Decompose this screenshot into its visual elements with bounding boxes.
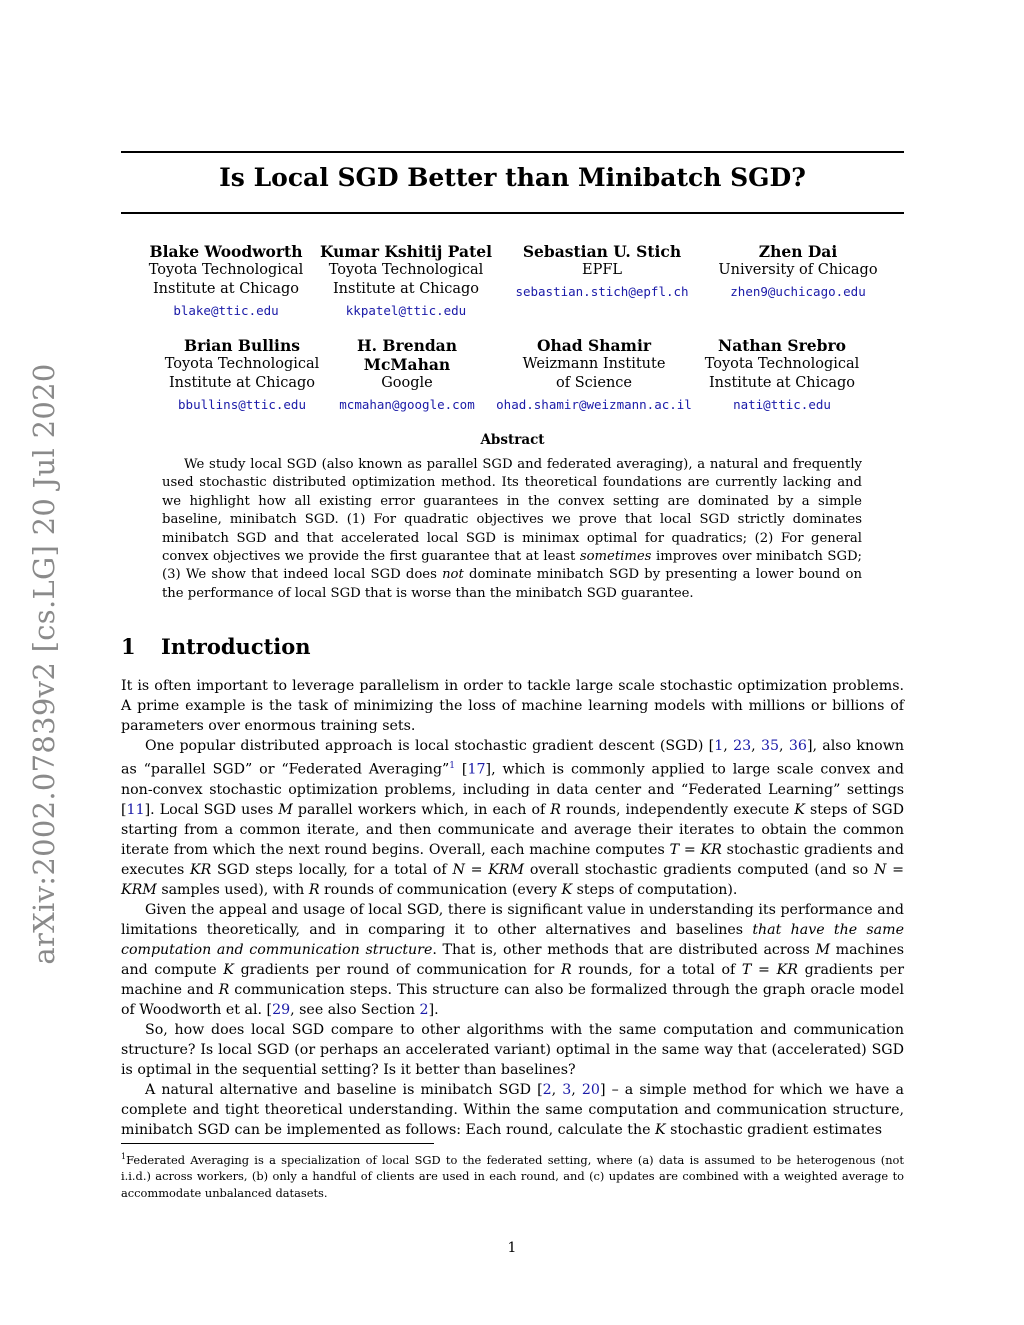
citation-link[interactable]: 23 [733, 738, 752, 754]
author-affiliation: Toyota Technological [148, 262, 304, 278]
author-affiliation: Weizmann Institute [522, 356, 666, 372]
emphasis: sometimes [579, 549, 652, 565]
text-run: stochastic gradients and executes [121, 841, 904, 878]
title-rule-top [121, 151, 904, 153]
author-name: Sebastian U. Stich [522, 242, 682, 261]
emphasis: not [442, 567, 464, 583]
text-run: SGD steps locally, for a total of [211, 861, 453, 878]
math-symbol: R [560, 961, 572, 978]
paragraph: It is often important to leverage parallelism in order to tackle large scale stochastic optimization problems. A prime example is the task of minimizing the loss of machine learning models with millions or billions of parameters over enormous training sets. [121, 678, 904, 734]
author-name: McMahan [363, 355, 451, 374]
paragraph: One popular distributed approach is local stochastic gradient descent (SGD) [1, 23, 35, 36], also known as “parallel SGD” or “Federated Averaging”$^1$ [17], which is commonly applied to large scale convex and non-convex stochastic optimization problems, including in data center and “Federated Learning” settings [11]. Local SGD uses M parallel workers which, in each of R rounds, independently execute K steps of SGD starting from a common iterate, and then communicate and average their iterates to obtain the common iterate from which the next round begins. Overall, each machine computes T = KR stochastic gradients and executes KR SGD steps locally, for a total of N = KRM overall stochastic gradients computed (and so N = KRM samples used), with R rounds of communication (every K steps of computation). [121, 738, 905, 898]
text-run: improves over minibatch SGD; (3) We show that indeed local SGD does [162, 549, 862, 583]
citation-link[interactable]: 1 [714, 738, 724, 754]
author-name: Nathan Srebro [718, 336, 846, 355]
text-run: overall stochastic gradients computed (and so [524, 861, 874, 878]
author-email-link[interactable]: mcmahan@google.com [339, 397, 475, 412]
text-run: A natural alternative and baseline is minibatch SGD [ [145, 1081, 543, 1098]
math-symbol: R [308, 881, 320, 898]
text-run: parallel workers which, in each of [292, 801, 551, 818]
introduction-body [121, 676, 904, 1140]
author-block [302, 336, 512, 414]
author-block [693, 242, 903, 301]
text-run: gradients per round of communication for [233, 961, 561, 978]
citation-link[interactable]: 20 [581, 1081, 600, 1098]
author-affiliation: Toyota Technological [704, 356, 860, 372]
author-affiliation: University of Chicago [718, 262, 878, 278]
author-affiliation: Toyota Technological [164, 356, 320, 372]
author-email-link[interactable]: blake@ttic.edu [173, 303, 279, 318]
text-run: machines and compute [121, 941, 904, 978]
section-heading [121, 634, 311, 659]
math-symbol: R [218, 981, 230, 998]
section-number: 1 [121, 634, 136, 659]
author-block [121, 242, 331, 320]
author-email-link[interactable]: nati@ttic.edu [733, 397, 831, 412]
math-expression: KR [190, 861, 212, 878]
author-email-link[interactable]: bbullins@ttic.edu [178, 397, 306, 412]
author-name: Ohad Shamir [536, 336, 651, 355]
author-affiliation: Institute at Chicago [708, 375, 856, 391]
author-email-link[interactable]: kkpatel@ttic.edu [345, 303, 467, 318]
citation-link[interactable]: 36 [788, 738, 807, 754]
author-block [489, 336, 699, 414]
arxiv-identifier-stamp: arXiv:2002.07839v2 [cs.LG] 20 Jul 2020 [27, 363, 61, 965]
text-run: ], which is commonly applied to large scale convex and non-convex stochastic optimization problems, including in data center and “Federated Learning” settings [ [121, 761, 904, 818]
math-expression: T = KR [741, 961, 798, 978]
footnote-number: 1 [121, 1152, 127, 1161]
author-block [677, 336, 887, 414]
citation-link[interactable]: 2 [542, 1081, 552, 1098]
title-rule-bottom [121, 212, 904, 214]
author-affiliation: Institute at Chicago [168, 375, 316, 391]
text-run: communication steps. This structure can also be formalized through the graph oracle model of Woodworth et al. [ [121, 981, 904, 1018]
text-run: . That is, other methods that are distributed across [432, 941, 816, 958]
section-reference-link[interactable]: 2 [419, 1001, 429, 1018]
author-name: Blake Woodworth [149, 242, 303, 261]
text-run: rounds, for a total of [571, 961, 742, 978]
math-symbol: K [223, 961, 234, 978]
citation-link[interactable]: 11 [126, 801, 145, 818]
author-affiliation: Google [381, 375, 433, 391]
paper-title: Is Local SGD Better than Minibatch SGD? [219, 163, 806, 192]
math-expression: T = KR [669, 841, 722, 858]
author-affiliation: of Science [555, 375, 633, 391]
text-run: , see also Section [290, 1001, 420, 1018]
author-email-link[interactable]: zhen9@uchicago.edu [730, 284, 866, 299]
text-run: ] – a simple method for which we have a complete and tight theoretical understanding. Within the same computation and communication structure, minibatch SGD can be implemented as follows: Each round, calculate the [121, 1081, 904, 1138]
text-run: samples used), with [156, 881, 309, 898]
author-affiliation: Institute at Chicago [332, 281, 480, 297]
text-run: rounds, independently execute [560, 801, 795, 818]
author-name: Zhen Dai [758, 242, 838, 261]
author-name: Kumar Kshitij Patel [319, 242, 492, 261]
text-run: ]. Local SGD uses [144, 801, 279, 818]
text-run: steps of SGD starting from a common iterate, and then communicate and average their iterates to obtain the common iterate from which the next round begins. Overall, each machine computes [121, 801, 905, 858]
math-symbol: K [794, 801, 805, 818]
footnote-text: Federated Averaging is a specialization of local SGD to the federated setting, where (a) data is assumed to be heterogenous (not i.i.d.) across workers, (b) only a handful of clients are used in each round, and (c) updates are combined with a weighted average to accommodate unbalanced datasets. [121, 1152, 904, 1200]
footnote-marker-link[interactable]: 1 [449, 761, 456, 771]
abstract-heading: Abstract [480, 432, 545, 448]
footnote-divider [121, 1143, 434, 1144]
author-name: H. Brendan [357, 336, 457, 355]
page-number: 1 [507, 1240, 517, 1256]
text-run: ], also known as “parallel SGD” or “Federated Averaging” [121, 738, 904, 778]
math-expression: N = KRM [121, 861, 905, 898]
citation-link[interactable]: 29 [272, 1001, 291, 1018]
math-symbol: K [655, 1121, 666, 1138]
author-block [497, 242, 707, 301]
math-symbol: M [815, 941, 830, 958]
author-affiliation: EPFL [581, 262, 623, 278]
text-run: steps of computation). [572, 881, 738, 898]
text-run: We study local SGD (also known as parallel SGD and federated averaging), a natural and frequently used stochastic distributed optimization method. Its theoretical foundations are currently lacking and we highlight how all existing error guarantees in the convex setting are dominated by a simple baseline, minibatch SGD. (1) For quadratic objectives we prove that local SGD strictly dominates minibatch SGD and that accelerated local SGD is minimax optimal for quadratics; (2) For general convex objectives we provide the first guarantee that at least [162, 457, 862, 565]
text-run: ]. [428, 1001, 439, 1018]
section-title: Introduction [161, 634, 311, 659]
author-email-link[interactable]: sebastian.stich@epfl.ch [515, 284, 689, 299]
text-run: stochastic gradient estimates [665, 1121, 883, 1138]
author-block [301, 242, 511, 320]
paragraph: A natural alternative and baseline is minibatch SGD [2, 3, 20] – a simple method for which we have a complete and tight theoretical understanding. Within the same computation and communication structure, minibatch SGD can be implemented as follows: Each round, calculate the K stochastic gradient estimates [121, 1081, 904, 1138]
author-name: Brian Bullins [184, 336, 300, 355]
citation-link[interactable]: 17 [467, 761, 486, 778]
emphasis: that have the same computation and communication structure [121, 921, 904, 958]
text-run: rounds of communication (every [319, 881, 562, 898]
math-symbol: K [561, 881, 573, 898]
footnote [121, 1149, 904, 1201]
text-run: dominate minibatch SGD by presenting a lower bound on the performance of local SGD that is worse than the minibatch SGD guarantee. [162, 567, 862, 601]
abstract-text [162, 456, 862, 603]
citation-link[interactable]: 35 [760, 738, 780, 754]
text-run: One popular distributed approach is local stochastic gradient descent (SGD) [ [145, 738, 715, 754]
text-run: Given the appeal and usage of local SGD, there is significant value in understanding its performance and limitations theoretically, and in comparing it to other alternatives and baselines [121, 901, 904, 938]
math-symbol: M [278, 801, 293, 818]
author-affiliation: Institute at Chicago [152, 281, 300, 297]
math-expression: N = KRM [452, 861, 525, 878]
paragraph [121, 900, 904, 1020]
author-affiliation: Toyota Technological [328, 262, 484, 278]
math-symbol: R [550, 801, 561, 818]
citation-link[interactable]: 3 [562, 1081, 572, 1098]
text-run: gradients per machine and [121, 961, 904, 998]
paragraph: So, how does local SGD compare to other algorithms with the same computation and communication structure? Is local SGD (or perhaps an accelerated variant) optimal in the same way that (accelerated) SGD is optimal in the sequential setting? Is it better than baselines? [121, 1021, 904, 1078]
author-email-link[interactable]: ohad.shamir@weizmann.ac.il [496, 397, 692, 412]
